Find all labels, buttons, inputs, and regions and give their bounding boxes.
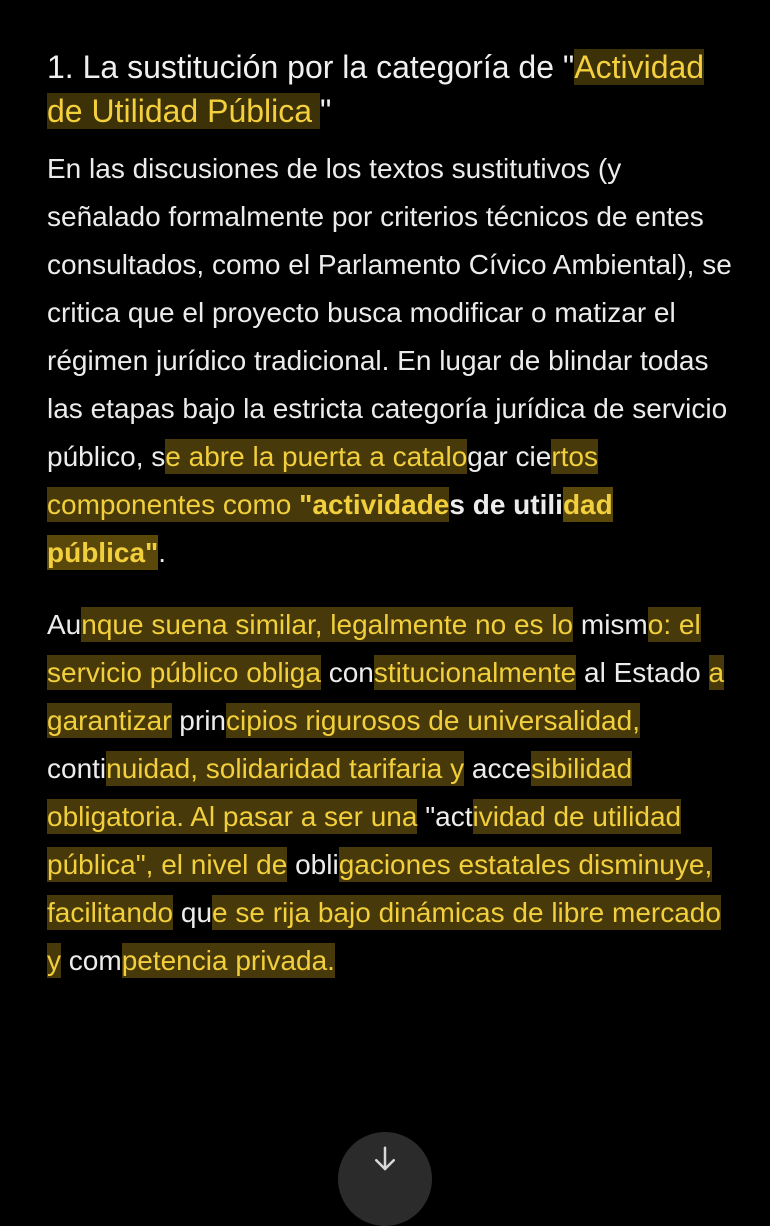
p2-highlight: nuidad, solidaridad tarifaria y [106,753,465,784]
p2-text: "act [417,801,473,832]
p1-text: gar cie [467,441,552,472]
scroll-down-button[interactable] [338,1132,432,1226]
p2-highlight: cipios rigurosos de universalidad, [225,705,640,736]
arrow-down-icon [370,1144,400,1174]
article-content [47,45,737,985]
p2-text: acce [464,753,532,784]
p2-highlight: sibilidad obligatoria. Al pasar a ser una [47,753,633,832]
p2-highlight: stitucionalmente [373,657,577,688]
p2-highlight: ividad de utilidad pública", el nivel de [47,801,682,880]
p1-bold-highlight: "actividade [299,489,450,520]
section-heading [47,45,737,133]
p2-text: al Estado [576,657,709,688]
p1-highlight: e abre la puerta a catalo [165,441,468,472]
p2-highlight: a garantizar [47,657,725,736]
p2-highlight: petencia privada. [121,945,335,976]
p2-highlight: o: el servicio público obliga [47,609,701,688]
heading-highlight: Actividad de Utilidad Pública [47,49,705,129]
p2-text: com [61,945,122,976]
p2-text: conti [47,753,107,784]
section-number: 1. [47,49,74,85]
p2-text: prin [171,705,226,736]
p2-text: con [320,657,374,688]
p1-highlight: rtos componentes como [47,441,599,520]
p2-highlight: nque suena similar, legalmente no es lo [81,609,574,640]
p2-text: qu [173,897,213,928]
heading-quote-close: " [320,93,332,129]
p2-text: Au [47,609,82,640]
p2-highlight: gaciones estatales disminuye, facilitando [47,849,713,928]
p1-bold-text: s de utili [449,489,563,520]
p1-text: . [158,537,167,568]
p2-text: mism [573,609,648,640]
paragraph-1 [47,145,737,577]
p2-highlight: e se rija bajo dinámicas de libre mercado y [47,897,721,976]
paragraph-2 [47,601,737,985]
heading-text: La sustitución por la categoría de " [73,49,575,85]
p2-text: obli [287,849,339,880]
p1-text: En las discusiones de los textos sustitutivos (y señalado formalmente por criterios técnicos de entes consultados, como el Parlamento Cívico Ambiental), se critica que el proyecto busca modificar o matizar el régimen jurídico tradicional. En lugar de blindar todas las etapas bajo la estricta categoría jurídica de servicio público, s [47,153,732,472]
p1-bold-highlight: dad pública" [47,489,613,568]
